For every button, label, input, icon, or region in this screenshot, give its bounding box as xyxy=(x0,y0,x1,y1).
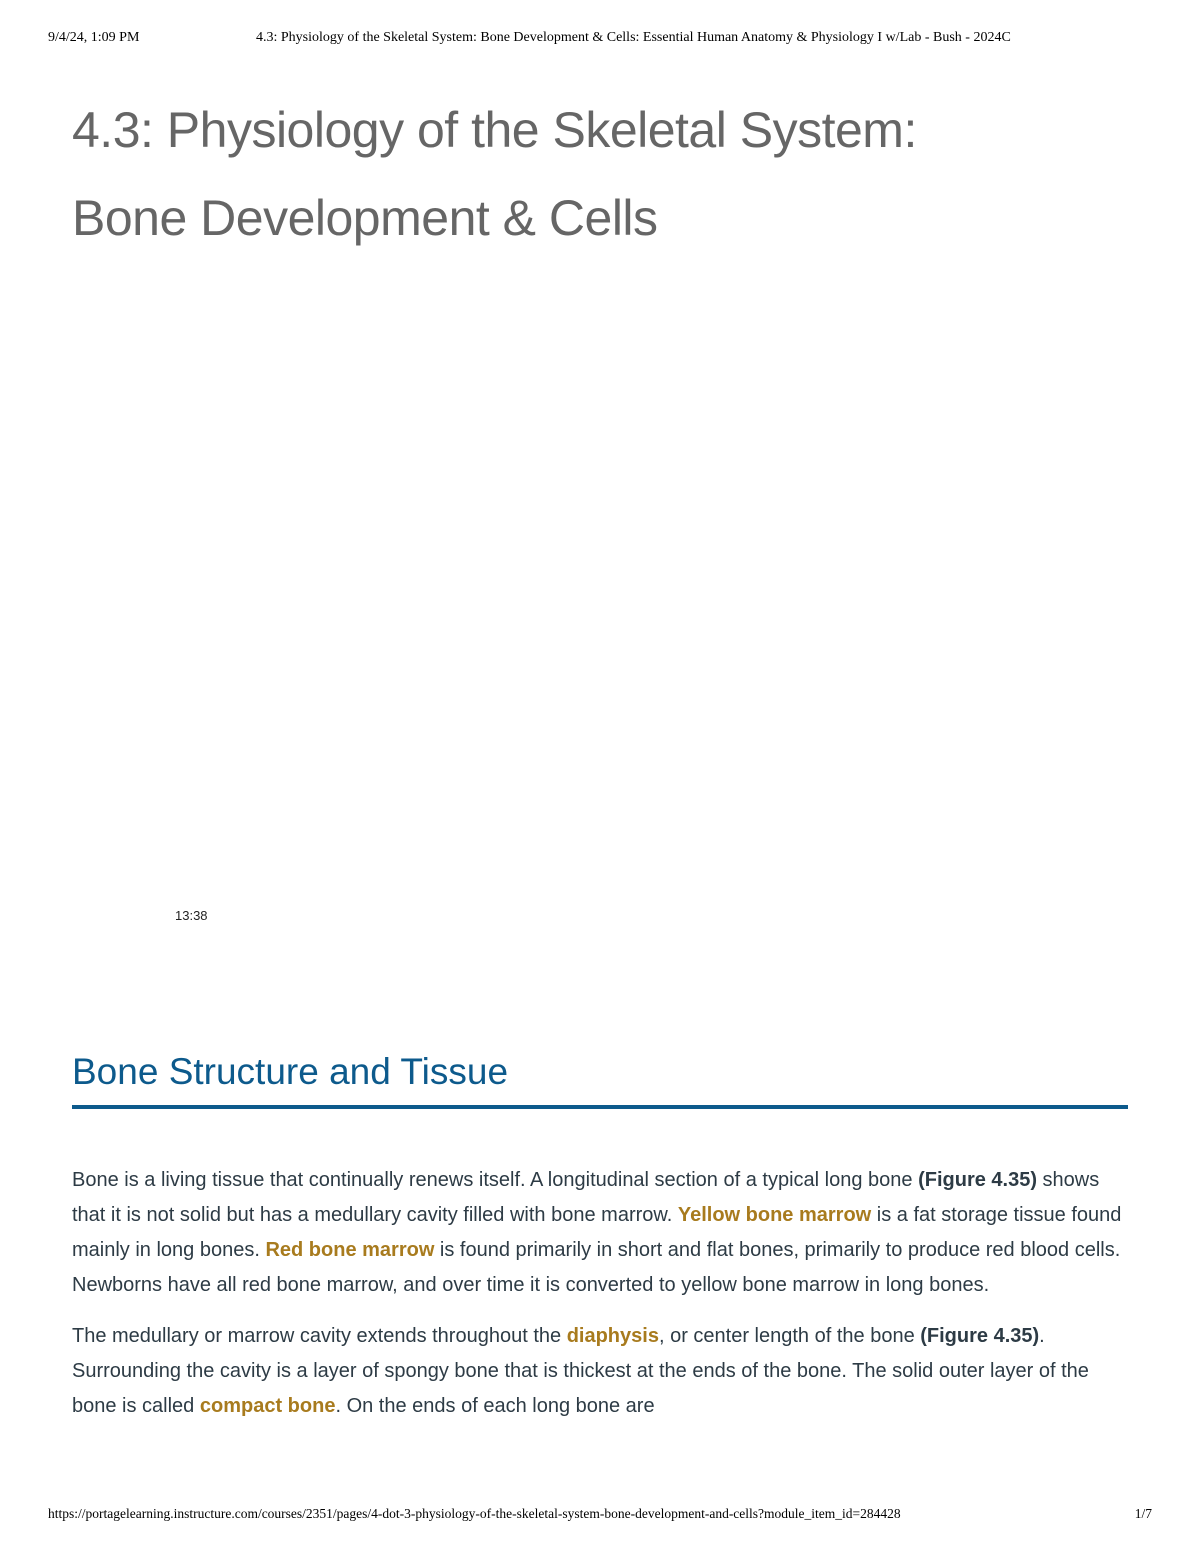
p1-text-3: is a fat storage tissue found mainly in long bones. xyxy=(72,1204,1122,1261)
print-footer xyxy=(48,1506,1152,1526)
page-title-line-2: Bone Development & Cells xyxy=(72,190,658,246)
section-divider xyxy=(72,1105,1128,1109)
video-duration: 13:38 xyxy=(175,908,208,923)
paragraph-2 xyxy=(72,1319,1132,1424)
print-date: 9/4/24, 1:09 PM xyxy=(48,30,140,45)
p1-text-1: Bone is a living tissue that continually renews itself. A longitudinal section of a typical long bone xyxy=(72,1169,919,1191)
p1-text-4: is found primarily in short and flat bones, primarily to produce red blood cells. Newborns have all red bone marrow, and over time it is converted to yellow bone marrow in long bones. xyxy=(72,1239,1121,1296)
p2-text-4: . On the ends of each long bone are xyxy=(335,1395,655,1417)
term-yellow-bone-marrow: Yellow bone marrow xyxy=(677,1204,872,1226)
figure-reference[interactable]: (Figure 4.35) xyxy=(918,1169,1037,1191)
page-title xyxy=(72,86,1132,262)
term-diaphysis: diaphysis xyxy=(566,1325,659,1347)
figure-reference[interactable]: (Figure 4.35) xyxy=(920,1325,1040,1347)
page-number: 1/7 xyxy=(1134,1506,1152,1521)
print-url: https://portagelearning.instructure.com/courses/2351/pages/4-dot-3-physiology-of-the-skeletal-system-bone-development-and-cells?module_item_id=284428 xyxy=(48,1506,901,1521)
section-heading: Bone Structure and Tissue xyxy=(72,1051,509,1092)
p2-text-3: . Surrounding the cavity is a layer of spongy bone that is thickest at the ends of the bone. The solid outer layer of the bone is called xyxy=(72,1325,1089,1417)
paragraph-1 xyxy=(72,1163,1132,1303)
p1-text-2: shows that it is not solid but has a medullary cavity filled with bone marrow. xyxy=(72,1169,1100,1226)
term-red-bone-marrow: Red bone marrow xyxy=(265,1239,435,1261)
page-title-line-1: 4.3: Physiology of the Skeletal System: xyxy=(72,102,917,158)
p2-text-1: The medullary or marrow cavity extends throughout the xyxy=(72,1325,567,1347)
video-player[interactable] xyxy=(72,280,1128,940)
term-compact-bone: compact bone xyxy=(199,1395,336,1417)
p2-text-2: , or center length of the bone xyxy=(658,1325,921,1347)
section-body xyxy=(72,1163,1132,1440)
print-header xyxy=(48,30,1152,50)
print-document-title: 4.3: Physiology of the Skeletal System: Bone Development & Cells: Essential Human Anatomy & Physiology I w/Lab - Bush - 2024C xyxy=(256,30,1011,45)
